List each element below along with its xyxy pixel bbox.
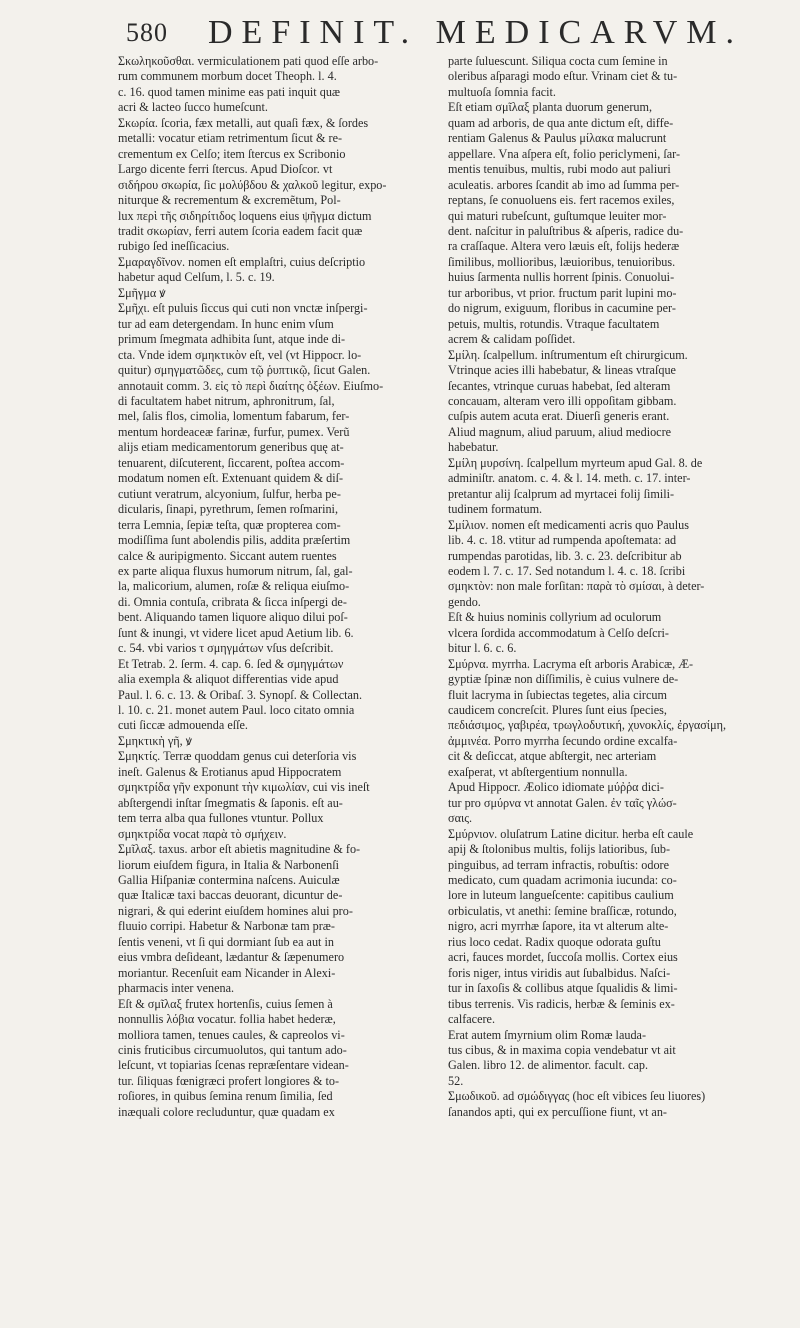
text-line: crementum ex Celſo; item ſtercus ex Scribonio <box>118 146 346 161</box>
text-line: cinis fruticibus circumuolutos, qui tantum ado- <box>118 1043 347 1057</box>
text-line: dicularis, ſinapi, pyrethrum, ſemen roſmarini, <box>118 502 338 517</box>
text-line: tur pro σμύρνα vt annotat Galen. ἐν ταῖς γλώσ- <box>448 795 677 810</box>
text-line: σιδήρου σκωρία, ſic μολύβδου & χαλκοῦ legitur, expo- <box>118 177 387 192</box>
text-line: ſecantes, vtrinque curuas habebat, ſed alteram <box>448 378 671 393</box>
text-line: Σμῖλαξ. taxus. arbor eſt abietis magnitudine & fo- <box>118 842 361 857</box>
page-number: 580 <box>126 18 168 47</box>
text-line: Σμίλη. ſcalpellum. inſtrumentum eſt chirurgicum. <box>448 347 688 362</box>
text-line: Σμύρνα. myrrha. Lacryma eſt arboris Arabicæ, Æ- <box>448 656 694 671</box>
text-line: habebatur. <box>448 440 499 455</box>
text-line: nonnullis λόβια vocatur. follia habet hederæ, <box>118 1012 336 1027</box>
text-line: apij & ſtolonibus multis, folijs latioribus, ſub- <box>448 842 671 857</box>
text-line: vlcera ſordida accommodatum à Celſo deſcri- <box>448 625 669 640</box>
text-line: mel, ſalis flos, cimolia, lomentum fabarum, fer- <box>118 409 350 424</box>
text-line: Paul. l. 6. c. 13. & Oribaſ. 3. Synopſ. & Collectan. <box>118 687 363 702</box>
text-line: pinguibus, ad terram infractis, robuſtis: odore <box>448 857 670 872</box>
text-line: Σμῆγμα ꝟ <box>118 285 166 300</box>
text-line: quam ad arboris, de qua ante dictum eſt, diffe- <box>448 115 674 130</box>
text-line: cutiunt veratrum, alcyonium, ſulfur, herba pe- <box>118 486 341 501</box>
text-line: Σμύρνιον. oluſatrum Latine dicitur. herba eſt caule <box>448 826 694 841</box>
text-line: concauam, alteram vero illi oppoſitam gibbam. <box>448 393 677 408</box>
text-line: parte ſuluescunt. Siliqua cocta cum ſemine in <box>448 54 668 68</box>
text-line: cuti ſiccæ admouenda eſſe. <box>118 718 248 733</box>
running-title: DEFINIT. MEDICARVM. <box>208 14 744 51</box>
right-column <box>448 54 793 1120</box>
text-line: tradit σκωρίαν, ferri autem ſcoria eadem facit quæ <box>118 223 363 238</box>
text-line: roſiores, in quibus ſemina renum ſimilia, ſed <box>118 1089 333 1104</box>
text-line: dent. naſcitur in paluſtribus & aſperis, radice du- <box>448 223 684 238</box>
text-line: σαις. <box>448 811 473 826</box>
text-line: lux περὶ τῆς σιδηρίτιδος loquens eius ψῆγμα dictum <box>118 208 372 223</box>
text-line: πεδιάσιμος, γαβιρέα, τρωγλοδυτική, χυνοκλίς, ἐργασίμη, <box>448 718 727 733</box>
text-line: calfacere. <box>448 1012 496 1027</box>
text-line: calce & auripigmento. Siccant autem ruentes <box>118 548 337 563</box>
text-line: petuis, multis, rotundis. Vtraque facultatem <box>448 316 660 331</box>
text-line: Eſt & huius nominis collyrium ad oculorum <box>448 610 662 625</box>
text-line: aculeatis. arbores ſcandit ab imo ad ſumma per- <box>448 177 680 192</box>
text-line: rumpendas parotidas, lib. 3. c. 23. deſcribitur ab <box>448 548 682 563</box>
text-line: qui maturi rubeſcunt, guſtumque leuiter mor- <box>448 208 667 223</box>
text-line: tem terra alba qua fullones vtuntur. Pollux <box>118 811 324 826</box>
text-line: mentis tenuibus, multis, rubi modo aut paliuri <box>448 162 671 177</box>
text-line: mentum hordeaceæ farinæ, furfur, pumex. Verũ <box>118 424 350 439</box>
text-line: Σμηκτικὴ γῆ, ꝟ <box>118 733 192 748</box>
text-line: appellare. Vna aſpera eſt, folio periclymeni, ſar- <box>448 146 681 161</box>
text-line: niturque & recrementum & excremẽtum, Pol- <box>118 193 341 208</box>
text-line: σμηκτρίδα γῆν exponunt τὴν κιμωλίαν, cui vis ineſt <box>118 780 370 795</box>
text-line: tibus terrenis. Vis radicis, herbæ & ſeminis ex- <box>448 996 675 1011</box>
text-line: Σμωδικοῦ. ad σμώδιγγας (hoc eſt vibices ſeu liuores) <box>448 1089 706 1104</box>
text-line: la, malicorium, alumen, roſæ & reliqua eiuſmo- <box>118 579 350 594</box>
text-line: Erat autem ſmyrnium olim Romæ lauda- <box>448 1027 647 1042</box>
text-line: terra Lemnia, ſepiæ teſta, quæ propterea com- <box>118 517 341 532</box>
text-line: Eſt & σμῖλαξ frutex hortenſis, cuius ſemen à <box>118 996 333 1011</box>
text-line: medicato, cum quadam acrimonia iucunda: co- <box>448 873 677 888</box>
text-line: Eſt etiam σμῖλαξ planta duorum generum, <box>448 100 653 115</box>
text-line: multuoſa ſomnia facit. <box>448 84 556 99</box>
text-line: σμηκτὸν: non male forſitan: παρὰ τὸ σμίσαι, à deter- <box>448 579 705 594</box>
text-line: ſunt & inungi, vt videre licet apud Aetium lib. 6. <box>118 625 354 640</box>
text-line: tur ad eam detergendam. In hunc enim vſum <box>118 316 334 331</box>
text-line: rum communem morbum docet Theoph. l. 4. <box>118 69 337 84</box>
text-line: annotauit comm. 3. εἰς τὸ περὶ διαίτης ὀξέων. Eiuſmo- <box>118 378 384 393</box>
text-line: Σμηκτίς. Terræ quoddam genus cui deterſoria vis <box>118 749 357 764</box>
text-line: do nigrum, exiguum, floribus in cacumine per- <box>448 301 676 316</box>
text-line: huius ſarmenta nullis horrent ſpinis. Conuolui- <box>448 270 675 285</box>
text-line: Galen. libro 12. de alimentor. facult. cap. <box>448 1058 649 1073</box>
text-line: ἀμμινέα. Porro myrrha ſecundo ordine excalfa- <box>448 733 678 748</box>
text-line: abſtergendi inſtar ſmegmatis & ſaponis. eſt au- <box>118 795 343 810</box>
text-line: nigrari, & qui ederint eiuſdem homines alui pro- <box>118 903 353 918</box>
text-line: di facultatem habet nitrum, aphronitrum, ſal, <box>118 393 335 408</box>
text-line: ſimilibus, mollioribus, læuioribus, tenuioribus. <box>448 254 676 269</box>
text-line: tudinem formatum. <box>448 502 543 517</box>
text-line: acri, fauces mordet, ſuccoſa mollis. Cortex eius <box>448 950 678 965</box>
text-line: l. 10. c. 21. monet autem Paul. loco citato omnia <box>118 703 355 718</box>
text-line: inæquali colore recluduntur, quæ quadam ex <box>118 1104 335 1119</box>
text-line: Aliud magnum, aliud paruum, aliud mediocre <box>448 424 672 439</box>
text-line: eodem l. 7. c. 17. Sed notandum l. 4. c. 18. ſcribi <box>448 563 686 578</box>
text-line: cta. Vnde idem σμηκτικὸν eſt, vel (vt Hippocr. lo- <box>118 347 362 362</box>
text-line: rubigo ſed ineſſicacius. <box>118 239 230 254</box>
text-line: cit & deſiccat, atque abſtergit, nec arteriam <box>448 749 657 764</box>
page-header <box>118 12 800 58</box>
text-line: quæ Italicæ taxi baccas deuorant, dicuntur de- <box>118 888 343 903</box>
text-line: quitur) σμηγματῶδες, cum τῷ ῥυπτικῷ, ſicut Galen. <box>118 363 371 378</box>
text-line: fluuio corripi. Habetur & Narbonæ tam præ- <box>118 919 335 934</box>
text-line: 52. <box>448 1073 464 1088</box>
text-line: modiſſima ſunt abolendis pilis, addita præſertim <box>118 533 351 548</box>
text-line: rius loco cedat. Radix quoque odorata guſtu <box>448 934 661 949</box>
text-line: ra craſſaque. Altera vero læuis eſt, folijs hederæ <box>448 239 680 254</box>
text-line: gyptiæ ſpinæ non diſſimilis, è cuius vulnere de- <box>448 672 679 687</box>
text-line: caudicem concreſcit. Plures ſunt eius ſpecies, <box>448 703 667 718</box>
text-line: cuſpis autem acuta erat. Diuerſi generis erant. <box>448 409 670 424</box>
text-line: Σμίλιον. nomen eſt medicamenti acris quo Paulus <box>448 517 689 532</box>
text-line: tur in ſaxoſis & collibus atque ſqualidis & limi- <box>448 981 678 996</box>
text-line: liorum eiuſdem figura, in Italia & Narbonenſi <box>118 857 340 872</box>
text-line: alijs etiam medicamentorum generibus quę at- <box>118 440 344 455</box>
text-line: acri & lacteo ſucco humeſcunt. <box>118 100 268 115</box>
text-line: gendo. <box>448 594 481 609</box>
text-line: ineſt. Galenus & Erotianus apud Hippocratem <box>118 764 342 779</box>
text-line: tus cibus, & in maxima copia vendebatur vt ait <box>448 1043 676 1057</box>
text-line: foris niger, intus viridis aut ſubalbidus. Naſci- <box>448 965 671 980</box>
text-line: pharmacis inter venena. <box>118 981 235 996</box>
text-line: pretantur alij ſcalprum ad myrtacei folij ſimili- <box>448 486 675 501</box>
text-line: tur arboribus, vt prior. fructum parit lupini mo- <box>448 285 677 300</box>
text-line: Σκωρία. ſcoria, fæx metalli, aut quaſi fæx, & ſordes <box>118 115 369 130</box>
text-line: di. Omnia contuſa, cribrata & ſicca inſpergi de- <box>118 594 347 609</box>
text-line: oleribus aſparagi modo eſtur. Vrinam ciet & tu- <box>448 69 678 84</box>
text-line: Vtrinque acies illi habebatur, & lineas vtraſque <box>448 363 676 378</box>
text-line: Σμαραγδῖνον. nomen eſt emplaſtri, cuius deſcriptio <box>118 254 366 269</box>
text-line: modatum nomen eſt. Extenuant quidem & diſ- <box>118 471 344 486</box>
text-line: Gallia Hiſpaniæ contermina naſcens. Auiculæ <box>118 873 340 888</box>
text-line: Σμίλη μυρσίνη. ſcalpellum myrteum apud Gal. 8. de <box>448 455 703 470</box>
text-line: σμηκτρίδα vocat παρὰ τὸ σμήχειν. <box>118 826 287 841</box>
text-line: adminiſtr. anatom. c. 4. & l. 14. meth. c. 17. inter- <box>448 471 691 486</box>
text-line: primum ſmegmata adhibita ſunt, atque inde di- <box>118 332 346 347</box>
text-line: reptans, ſe conuoluens eis. fert racemos exiles, <box>448 193 675 208</box>
text-line: moriantur. Recenſuit eam Nicander in Alexi- <box>118 965 336 980</box>
left-column <box>118 54 438 1120</box>
text-line: bent. Aliquando tamen liquore aliquo dilui poſ- <box>118 610 348 625</box>
text-line: c. 16. quod tamen minime eas pati inquit quæ <box>118 84 341 99</box>
text-line: metalli: vocatur etiam retrimentum ſicut & re- <box>118 131 343 146</box>
text-line: lore in luteum langueſcente: capitibus caulium <box>448 888 674 903</box>
text-line: ſentis veneni, vt ſi qui dormiant ſub ea aut in <box>118 934 334 949</box>
text-line: exaſperat, vt abſtergentium nonnulla. <box>448 764 628 779</box>
text-line: Largo dicente ferri ſtercus. Apud Dioſcor. vt <box>118 162 333 177</box>
text-line: alia exempla & aliquot differentias vide apud <box>118 672 339 687</box>
text-line: rentiam Galenus & Paulus μίλακα malucrunt <box>448 131 667 146</box>
text-line: eius vmbra deſideant, lædantur & ſæpenumero <box>118 950 345 965</box>
text-line: ſanandos apti, qui ex percuſſione fiunt, vt an- <box>448 1104 667 1119</box>
text-line: c. 54. vbi varios τ σμηγμάτων vſus deſcribit. <box>118 641 334 656</box>
text-line: fluit lacryma in ſubiectas tegetes, alia circum <box>448 687 667 702</box>
text-line: Et Tetrab. 2. ſerm. 4. cap. 6. ſed & σμηγμάτων <box>118 656 344 671</box>
text-line: leſcunt, vt topiarias ſcenas repræſentare videan- <box>118 1058 349 1073</box>
text-line: molliora tamen, tenues caules, & capreolos vi- <box>118 1027 345 1042</box>
text-line: Apud Hippocr. Æolico idiomate μύῤῥα dici- <box>448 780 664 795</box>
text-line: tenuarent, diſcuterent, ſiccarent, poſtea accom- <box>118 455 345 470</box>
text-line: bitur l. 6. c. 6. <box>448 641 517 656</box>
text-line: habetur aqud Celſum, l. 5. c. 19. <box>118 270 275 285</box>
text-line: acrem & calidam poſſidet. <box>448 332 576 347</box>
text-line: lib. 4. c. 18. vtitur ad rumpenda apoſtemata: ad <box>448 533 677 548</box>
text-line: orbiculatis, vt anethi: ſemine braſſicæ, rotundo, <box>448 903 677 918</box>
text-line: Σμῆχι. eſt puluis ſiccus qui cuti non vnctæ inſpergi- <box>118 301 368 316</box>
text-line: Σκωληκοῦσθαι. vermiculationem pati quod eſſe arbo- <box>118 54 379 68</box>
text-line: ex parte aliqua fluxus humorum nitrum, ſal, gal- <box>118 563 353 578</box>
text-line: nigro, acri myrrhæ ſapore, ita vt alterum alte- <box>448 919 669 934</box>
text-line: tur. ſiliquas fœnigræci profert longiores & to- <box>118 1073 340 1088</box>
